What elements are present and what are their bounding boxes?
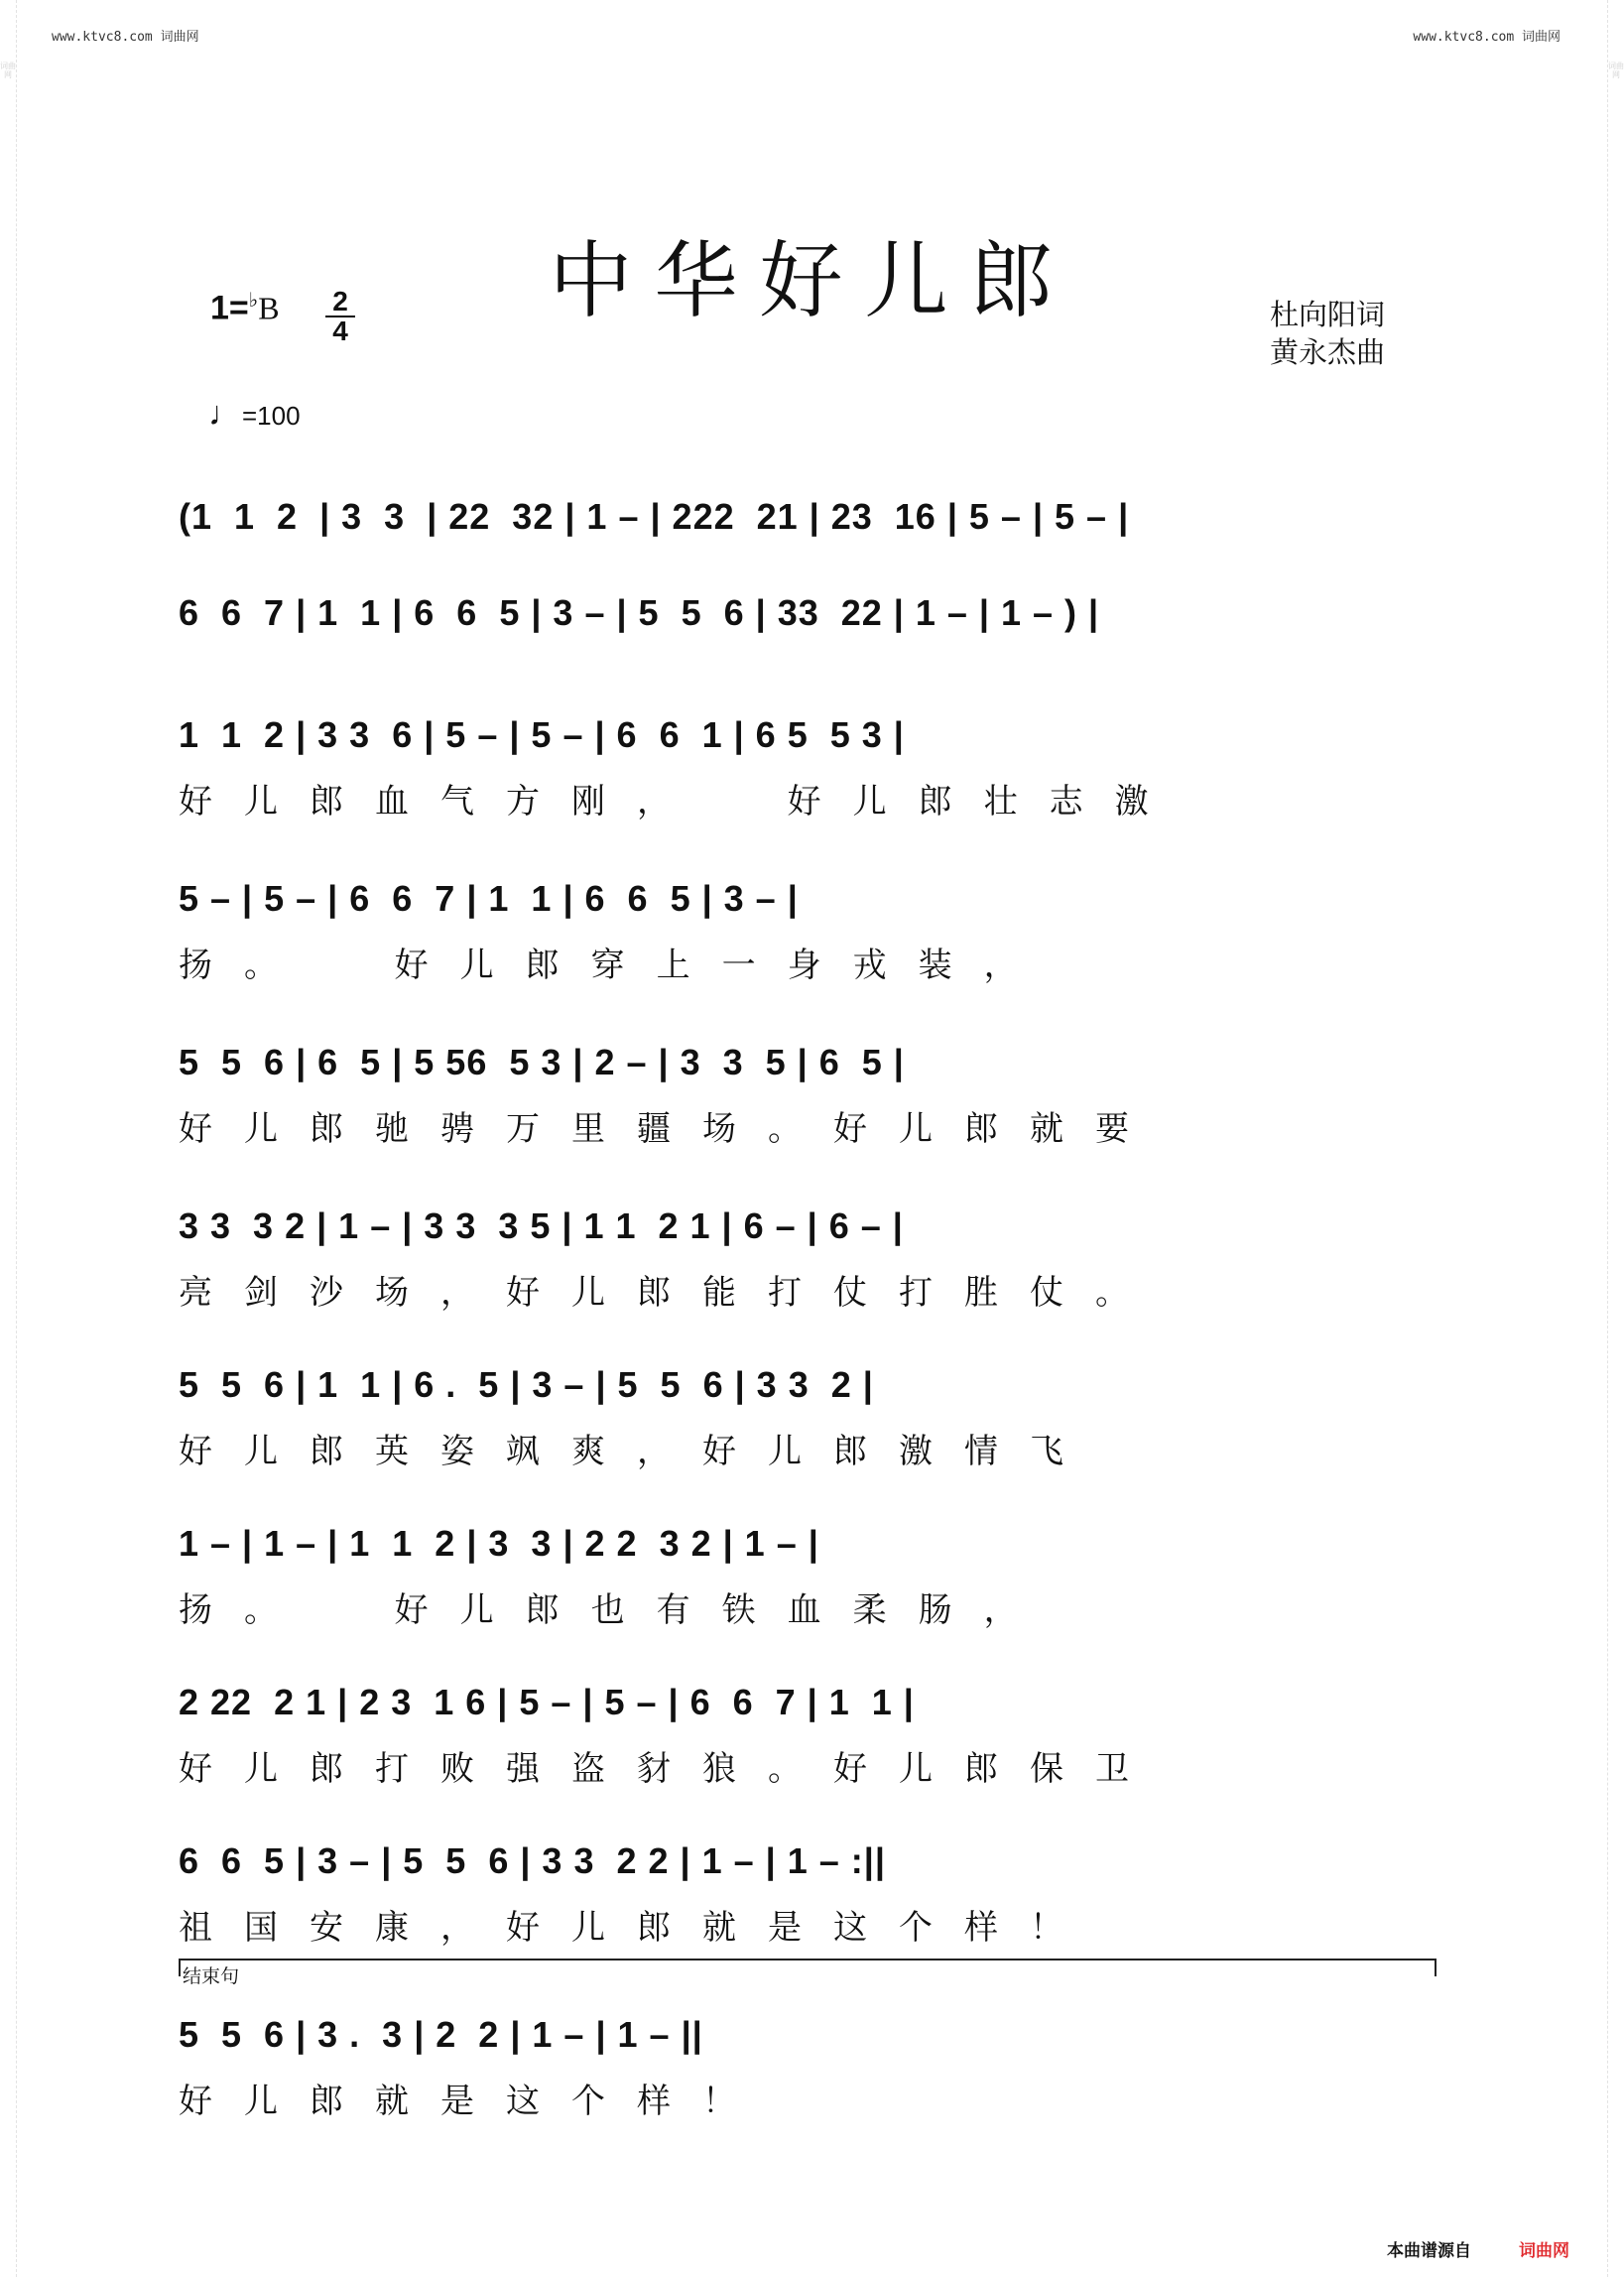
lyric-line: 好儿郎英姿飒爽，好儿郎激情飞 [179, 1432, 1095, 1471]
lyric-line: 好儿郎打败强盗豺狼。好儿郎保卫 [179, 1749, 1161, 1789]
footer-source-text: 本曲谱源自 [1387, 2241, 1471, 2261]
tempo-value: =100 [242, 401, 301, 431]
footer-brand-link[interactable]: 词曲网 [1519, 2241, 1569, 2261]
notation-line: 5 – | 5 – | 6 6 7 | 1 1 | 6 6 5 | 3 – | [179, 878, 799, 919]
coda-label: 结束句 [183, 1965, 240, 1987]
lyric-line: 祖国安康，好儿郎就是这个样！ [179, 1908, 1095, 1948]
flat-sign: ♭ [248, 290, 259, 312]
edge-mark: 词曲网 [1608, 62, 1624, 79]
song-title: 中华好儿郎 [549, 232, 1075, 330]
lyric-line: 亮剑沙场，好儿郎能打仗打胜仗。 [179, 1273, 1161, 1313]
notation-line: 5 5 6 | 6 5 | 5 56 5 3 | 2 – | 3 3 5 | 6 5 | [179, 1042, 905, 1082]
coda-bracket [179, 1959, 1437, 1961]
footer-source [1387, 2236, 1569, 2261]
left-edge-watermark [0, 0, 17, 2277]
quarter-note-icon: ♩ [208, 395, 242, 433]
key-prefix: 1= [210, 289, 249, 327]
meter-bottom: 4 [325, 316, 355, 345]
coda-bracket-right-tick [1435, 1959, 1437, 1976]
notation-line: (1 1 2 | 3 3 | 22 32 | 1 – | 222 21 | 23 16 | 5 – | 5 – | [179, 496, 1130, 537]
notation-line: 1 – | 1 – | 1 1 2 | 3 3 | 2 2 3 2 | 1 – | [179, 1523, 819, 1564]
right-edge-watermark [1607, 0, 1624, 2277]
coda-bracket-left-tick [179, 1959, 181, 1976]
time-signature [325, 288, 355, 345]
notation-line: 1 1 2 | 3 3 6 | 5 – | 5 – | 6 6 1 | 6 5 5 3 | [179, 714, 905, 755]
notation-line: 6 6 5 | 3 – | 5 5 6 | 3 3 2 2 | 1 – | 1 – :|| [179, 1840, 886, 1881]
site-header-left[interactable]: www.ktvc8.com 词曲网 [52, 30, 199, 45]
edge-mark: 词曲网 [0, 62, 16, 79]
notation-line: 5 5 6 | 3 . 3 | 2 2 | 1 – | 1 – || [179, 2014, 703, 2055]
lyric-line: 扬。 好儿郎穿上一身戎装， [179, 946, 1050, 985]
lyric-line: 好儿郎就是这个样！ [179, 2082, 768, 2121]
key-note: B [258, 290, 280, 326]
credits [1270, 296, 1385, 371]
composer: 黄永杰曲 [1270, 335, 1386, 369]
lyric-line: 好儿郎驰骋万里疆场。好儿郎就要 [179, 1109, 1161, 1149]
lyricist: 杜向阳词 [1270, 298, 1386, 331]
lyric-line: 好儿郎血气方刚， 好儿郎壮志激 [179, 782, 1181, 822]
site-header-right[interactable]: www.ktvc8.com 词曲网 [1413, 30, 1561, 45]
key-signature [210, 288, 280, 327]
tempo-marking [208, 395, 301, 434]
meter-top: 2 [332, 286, 348, 316]
notation-line: 6 6 7 | 1 1 | 6 6 5 | 3 – | 5 5 6 | 33 22 | 1 – | 1 – ) | [179, 592, 1100, 633]
notation-line: 3 3 3 2 | 1 – | 3 3 3 5 | 1 1 2 1 | 6 – | 6 – | [179, 1205, 904, 1246]
lyric-line: 扬。 好儿郎也有铁血柔肠， [179, 1590, 1050, 1630]
notation-line: 5 5 6 | 1 1 | 6 . 5 | 3 – | 5 5 6 | 3 3 2 | [179, 1364, 874, 1405]
notation-line: 2 22 2 1 | 2 3 1 6 | 5 – | 5 – | 6 6 7 | 1 1 | [179, 1682, 915, 1722]
